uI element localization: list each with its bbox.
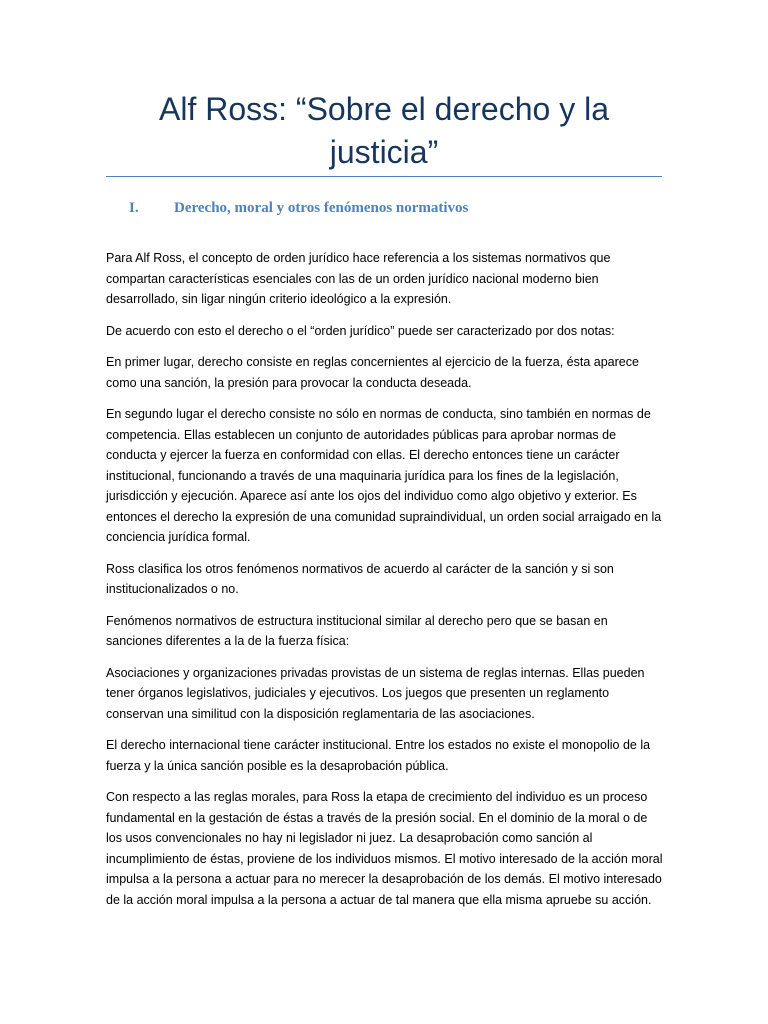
- title-underline: [106, 176, 662, 177]
- body-text: [106, 248, 666, 921]
- section-number: I.: [129, 200, 139, 216]
- paragraph: De acuerdo con esto el derecho o el “orden jurídico” puede ser caracterizado por dos notas:: [106, 323, 615, 338]
- section-title: Derecho, moral y otros fenómenos normativos: [174, 200, 469, 216]
- section-heading: [129, 197, 468, 219]
- paragraph: Asociaciones y organizaciones privadas provistas de un sistema de reglas internas. Ellas pueden tener órganos legislativos, judiciales y ejecutivos. Los juegos que presenten un reglamento conservan una similitud con la disposición reglamentaria de las asociaciones.: [106, 665, 645, 721]
- paragraph: En primer lugar, derecho consiste en reglas concernientes al ejercicio de la fuerza, ésta aparece como una sanción, la presión para provocar la conducta deseada.: [106, 355, 639, 390]
- paragraph: Ross clasifica los otros fenómenos normativos de acuerdo al carácter de la sanción y si son institucionalizados o no.: [106, 561, 614, 596]
- paragraph: Con respecto a las reglas morales, para Ross la etapa de crecimiento del individuo es un proceso fundamental en la gestación de éstas a través de la presión social. En el dominio de la moral o de los usos convencionales no hay ni legislador ni juez. La desaprobación como sanción al incumplimiento de éstas, proviene de los individuos mismos. El motivo interesado de la acción moral impulsa a la persona a actuar para no merecer la desaprobación de los demás. El motivo interesado de la acción moral impulsa a la persona a actuar de tal manera que ella misma apruebe su acción.: [106, 790, 663, 907]
- paragraph: Para Alf Ross, el concepto de orden jurídico hace referencia a los sistemas normativos que compartan características esenciales con las de un orden jurídico nacional moderno bien desarrollado, sin ligar ningún criterio ideológico a la expresión.: [106, 251, 611, 306]
- paragraph: En segundo lugar el derecho consiste no sólo en normas de conducta, sino también en normas de competencia. Ellas establecen un conjunto de autoridades públicas para aprobar normas de conducta y ejercer la fuerza en conformidad con ellas. El derecho entonces tiene un carácter institucional, funcionando a través de una maquinaria jurídica para los fines de la legislación, jurisdicción y ejecución. Aparece así ante los ojos del individuo como algo objetivo y exterior. Es entonces el derecho la expresión de una comunidad supraindividual, un orden social arraigado en la conciencia jurídica formal.: [106, 407, 662, 544]
- paragraph: Fenómenos normativos de estructura institucional similar al derecho pero que se basan en sanciones diferentes a la de la fuerza física:: [106, 613, 608, 648]
- document-title: Alf Ross: “Sobre el derecho y la justicia”: [159, 91, 609, 170]
- paragraph: El derecho internacional tiene carácter institucional. Entre los estados no existe el monopolio de la fuerza y la única sanción posible es la desaprobación pública.: [106, 738, 651, 773]
